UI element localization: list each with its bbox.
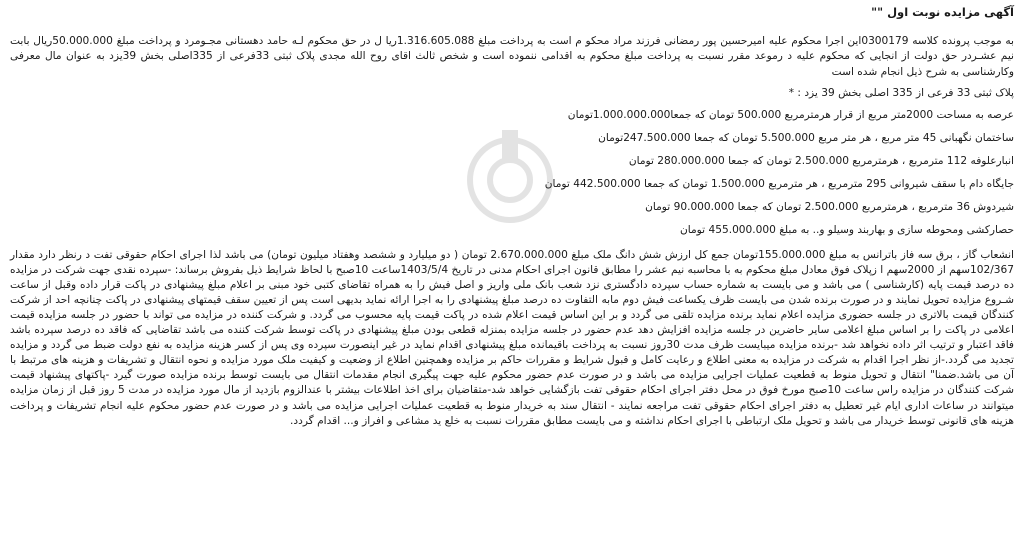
valuation-item-milking-room: شیردوش 36 مترمربع ، هرمترمربع 2.500.000 تومان که جمعا 90.000.000 تومان: [645, 200, 1014, 213]
plate-heading: پلاک ثبتی 33 فرعی از 335 اصلی بخش 39 یزد : *: [788, 87, 1014, 100]
auction-terms-body: انشعاب گاز ، برق سه فاز باترانس به مبلغ 155.000.000تومان جمع کل ارزش شش دانگ ملک مبلغ 2.670.000.000 تومان ( دو میلیارد و ششصد وهفتاد میلیون تومان) می باشد لذا اجرای احکام حقوقی تفت د رنظر دارد مقدار 102/367سهم از 2000سهم ا زپلاک فوق معادل مبلغ محکوم به با محاسبه نیم عشر را مطابق قانون اجرای احکام مدنی در تاریخ 1403/5/4ساعت 10صبح با لحاظ شرایط ذیل بفروش برساند: -سپرده نقدی جهت شرکت در مزایده ده درصد قیمت پایه (کارشناسی ) می باشد و می بایست به شماره حساب سپرده دادگستری نزد شعب بانک ملی واریز و اصل فیش را به همراه تقاضای کتبی خود مبنی بر اعلام مبلغ پیشنهادی در پاکت قرار داده وقبل از ساعت شـروع مزایده تحویل نمایند و در صورت برنده شدن می بایست ظرف یکساعت فیش دوم مابه التفاوت ده درصد مبلغ پیشنهادی را به اجرا ارائه نماید بدیهی است پس از تعیین سقف قیمتهای پیشنهادی در پاکت چنانچه احد از شرکت کنندگان قیمت بالاتری در جلسه حضوری مزایده اعلام نماید برنده مزایده تلقی می گردد و بر این اساس قیمت اعلام شده در پاکت قیمت پایه محسوب می گردد. و شرکت کننده در مزایده می تواند با حضور در جلسه مزایده قیمت اعلامی در پاکت را بر اساس مبلغ اعلامی سایر حاضرین در جلسه مزایده افزایش دهد عدم حضور در جلسه مزایده بمنزله قطعی بودن مبلغ پیشنهادی در پاکت توسط شرکت کننده می باشد تقاضایی که فاقد ده درصد سپرده باشد فاقد اعتبار و ترتیب اثر داده نخواهد شد -برنده مزایده میبایست ظرف مدت 30روز نسبت به پرداخت باقیمانده مبلغ پیشنهادی اقدام نماید در غیر اینصورت سپرده وی پس از کسر هزینه مزایده به نفع دولت ضبط می گردد و مزایده تجدید می گردد.-از نظر اجرا اقدام به شرکت در مزایده به معنی اطلاع و رعایت کامل و قبول شرایط و مقررات حاکم بر مزایده وهمچنین اطلاع از وضعیت و کیفیت ملک مورد مزایده و نحوه انتقال و تشریفات و هزینه های مرتبط با آن می باشد.ضمنا" انتقال و تحویل منوط به قطعیت عملیات اجرایی مزایده می باشد و در صورت عدم حضور محکوم علیه جهت پیگیری انجام مقدمات انتقال می بایست توسط برنده مزایده صورت گیرد -پاکتهای پیشنهاد قیمت شرکت کنندگان در مزایده راس ساعت 10صبح مورخ فوق در محل دفتر اجرای احکام حقوقی تفت بازگشایی خواهد شد-متقاضیان برای اخذ اطلاعات بیشتر با عندالزوم بازدید از مال مورد مزایده در مدت 5 روز قبل از زمان مزایده میتوانند در ساعات اداری ایام غیر تعطیل به دفتر اجرای احکام حقوقی تفت مراجعه نمایند - انتقال سند به خریدار منوط به قطعیت عملیات اجرایی مزایده می باشد و در صورت عدم حضور محکوم علیه انجام تشریفات و پرداخت هزینه های قانونی توسط خریدار می باشد و تحویل ملک ارتباطی با اجرای احکام نداشته و می بایست مطابق مقررات نسبت به خلع ید مشاعی و افراز و... اقدام گردد.: [10, 248, 1014, 427]
notice-title: آگهی مزایده نوبت اول "": [871, 5, 1014, 19]
valuation-item-livestock-shed: جایگاه دام با سقف شیروانی 295 مترمربع ، هر مترمربع 1.500.000 تومان که جمعا 442.500.000 تومان: [544, 177, 1014, 190]
valuation-item-guard-building: ساختمان نگهبانی 45 متر مربع ، هر متر مربع 5.500.000 تومان که جمعا 247.500.000تومان: [598, 131, 1014, 144]
valuation-item-feed-warehouse: انبارعلوفه 112 مترمربع ، هرمترمربع 2.500.000 تومان که جمعا 280.000.000 تومان: [628, 154, 1014, 167]
notice-intro: به موجب پرونده کلاسه 0300179این اجرا محکوم علیه امیرحسین پور رمضانی فرزند مراد محکو م است به پرداخت مبلغ 1.316.605.088ریا ل در حق محکوم لـه حامد دهستانی مجـومرد و پرداخت مبلغ 50.000.000ریال بابت نیم عشـردر حق دولت از انجایی که محکوم علیه د رموعد مقرر نسبت به پرداخت مبلغ محکوم به اقدامی ننموده است و شخص ثالث اقای روح الله مجدی پلاک ثبتی 33فرعی از 335اصلی بخش 39یزد به عنوان مال معرفی وکارشناسی به شرح ذیل انجام شده است: [10, 35, 1014, 78]
valuation-item-fencing: حصارکشی ومحوطه سازی و بهاربند وسیلو و.. به مبلغ 455.000.000 تومان: [680, 223, 1014, 236]
valuation-item-land: عرصه به مساحت 2000متر مربع از قرار هرمترمربع 500.000 تومان که جمعا1.000.000.000تومان: [567, 108, 1014, 121]
